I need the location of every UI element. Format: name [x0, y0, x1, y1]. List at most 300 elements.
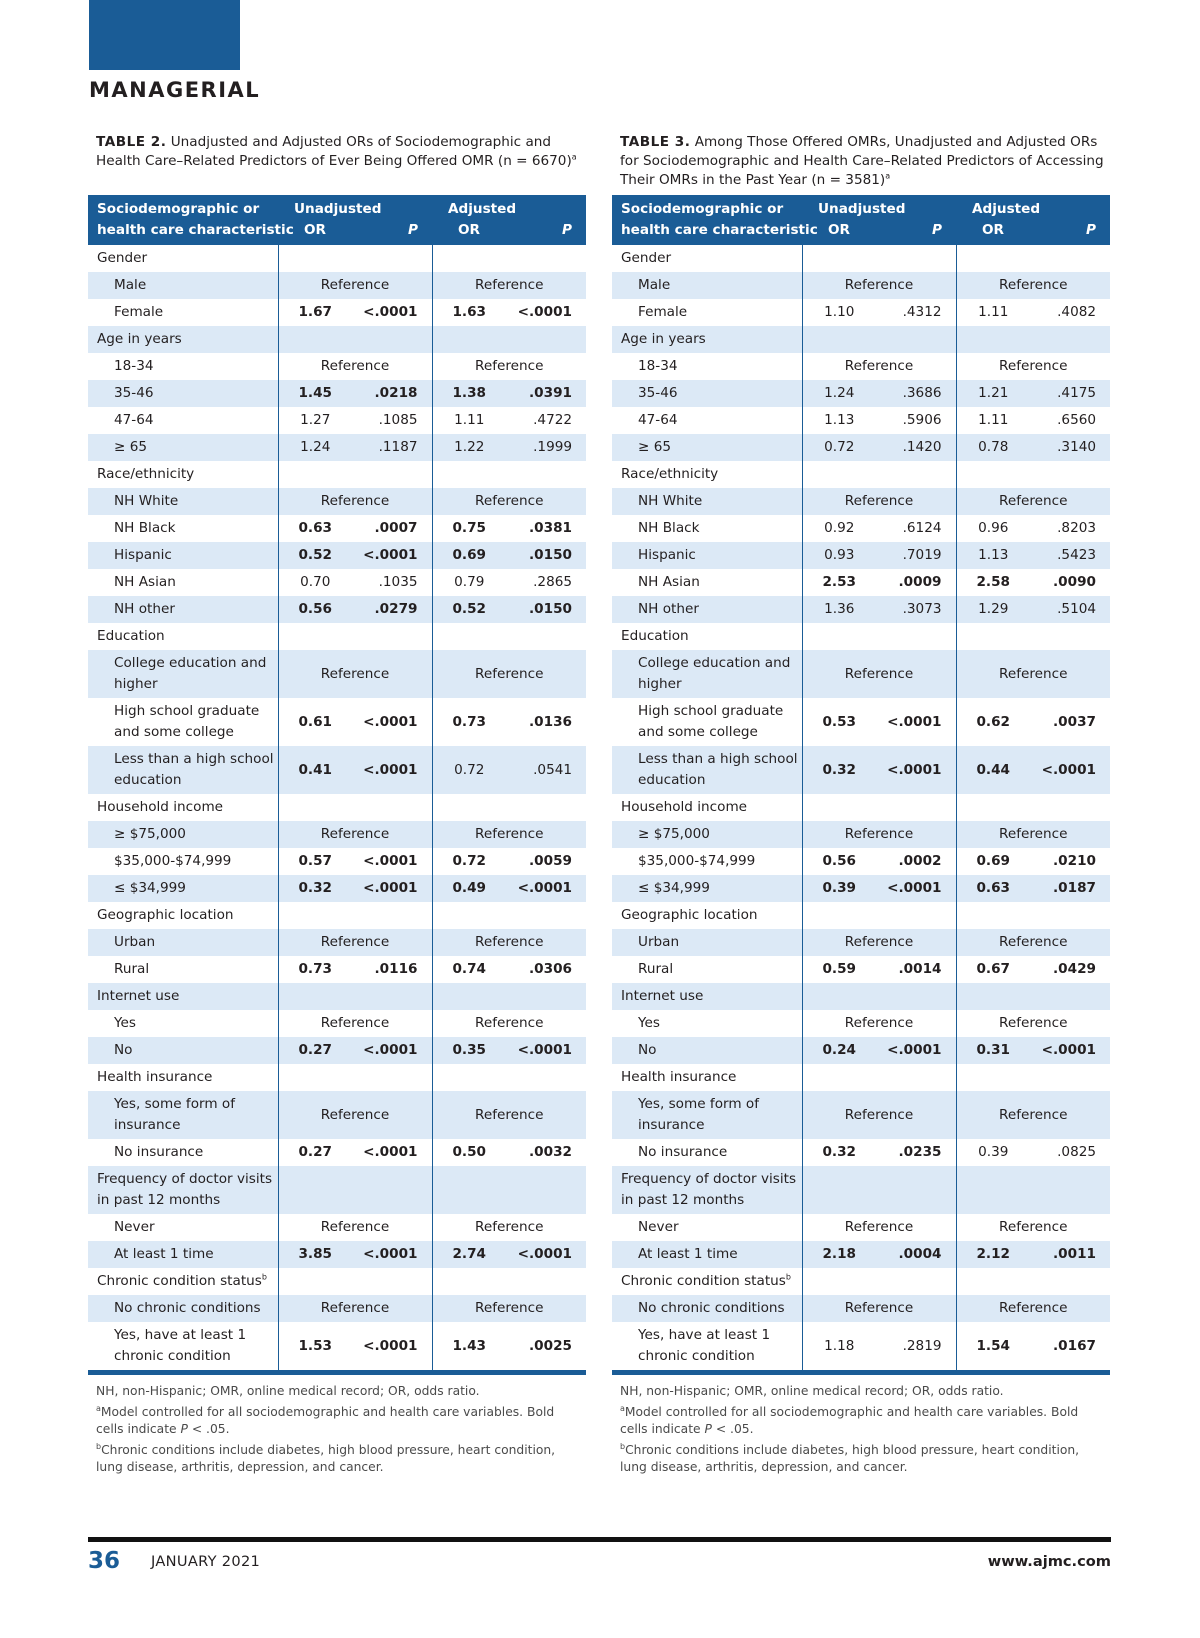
- table-row: [88, 1322, 586, 1370]
- adjusted-p-cell: .0187: [1030, 875, 1110, 902]
- reference-cell-adjusted: Reference: [432, 1214, 586, 1241]
- unadjusted-p-cell: <.0001: [352, 746, 432, 794]
- note-a: $^a$Model controlled for all sociodemographic and health care variables. Bold cells indicate P < .05.: [620, 1403, 1079, 1436]
- category-label: Geographic location: [97, 907, 234, 923]
- adjusted-p-cell: .0032: [529, 1144, 573, 1160]
- empty-cell: [278, 1064, 432, 1091]
- unadjusted-p-cell: .3686: [876, 380, 956, 407]
- adjusted-or-cell: 0.39: [956, 1139, 1030, 1166]
- row-label: At least 1 time: [88, 1241, 278, 1268]
- unadjusted-p-cell: .0235: [898, 1144, 942, 1160]
- adjusted-or-cell: 0.72: [432, 746, 506, 794]
- unadjusted-or-cell: 0.61: [278, 698, 352, 746]
- unadjusted-p-cell: .3073: [876, 596, 956, 623]
- table-row: [88, 1166, 586, 1214]
- empty-cell: [802, 1064, 956, 1091]
- row-label: NH other: [612, 596, 802, 623]
- note-abbreviations: NH, non-Hispanic; OMR, online medical record; OR, odds ratio.: [620, 1384, 1004, 1398]
- row-label: ≥ 65: [612, 434, 802, 461]
- row-label: 47-64: [638, 412, 678, 428]
- table-row: [88, 569, 586, 596]
- empty-cell: [278, 794, 432, 821]
- table-row: [88, 461, 586, 488]
- unadjusted-or-cell: 0.53: [802, 698, 876, 746]
- table-row: [88, 407, 586, 434]
- adjusted-p-cell: .8203: [1057, 520, 1097, 536]
- page-number: 36: [88, 1548, 121, 1574]
- column-header-characteristic: Sociodemographic or: [88, 195, 278, 220]
- table-row: [88, 650, 586, 698]
- reference-cell-unadjusted: Reference: [802, 353, 956, 380]
- row-label: 35-46: [612, 380, 802, 407]
- adjusted-p-cell: .1999: [506, 434, 586, 461]
- column-header-or: OR: [432, 220, 506, 245]
- row-label: ≤ $34,999: [612, 875, 802, 902]
- row-label: Yes, some form of insurance: [612, 1091, 802, 1139]
- table-row: [612, 299, 1110, 326]
- adjusted-or-cell: 0.96: [956, 515, 1030, 542]
- column-header-characteristic-line2: health care characteristic: [88, 220, 278, 245]
- table-2-title-sup: a: [571, 152, 577, 162]
- table-row: [88, 929, 586, 956]
- adjusted-p-cell: .4722: [533, 412, 573, 428]
- unadjusted-or-cell: 2.53: [802, 569, 876, 596]
- issue-date: JANUARY 2021: [151, 1553, 261, 1570]
- adjusted-p-cell: .0167: [1053, 1337, 1097, 1354]
- site-url[interactable]: www.ajmc.com: [987, 1553, 1111, 1570]
- row-label: College education and higher: [88, 650, 278, 698]
- row-label: 47-64: [114, 412, 154, 428]
- unadjusted-or-cell: 2.18: [802, 1241, 876, 1268]
- unadjusted-or-cell: 0.63: [278, 515, 352, 542]
- adjusted-or-cell: 1.22: [432, 434, 506, 461]
- unadjusted-p-cell: .0009: [898, 574, 942, 590]
- reference-cell-adjusted: Reference: [956, 488, 1110, 515]
- reference-cell-adjusted: Reference: [956, 1295, 1110, 1322]
- adjusted-p-cell: .0150: [506, 542, 586, 569]
- empty-cell: [278, 1268, 432, 1295]
- adjusted-or-cell: 0.78: [956, 434, 1030, 461]
- adjusted-p-cell: <.0001: [506, 875, 586, 902]
- table-3-label: TABLE 3.: [620, 134, 691, 150]
- reference-cell-unadjusted: Reference: [278, 650, 432, 698]
- reference-cell-unadjusted: Reference: [278, 1091, 432, 1139]
- unadjusted-or-cell: 1.10: [802, 299, 876, 326]
- empty-cell: [802, 245, 956, 272]
- row-label: Rural: [114, 961, 150, 977]
- reference-cell-adjusted: Reference: [432, 1295, 586, 1322]
- unadjusted-or-cell: 0.93: [802, 542, 876, 569]
- reference-cell-adjusted: Reference: [956, 929, 1110, 956]
- unadjusted-or-cell: 0.73: [278, 956, 352, 983]
- unadjusted-p-cell: .1187: [352, 434, 432, 461]
- unadjusted-p-cell: <.0001: [363, 853, 418, 869]
- unadjusted-p-cell: <.0001: [363, 713, 418, 730]
- row-label: Female: [114, 304, 164, 320]
- table-row: [88, 380, 586, 407]
- reference-cell-adjusted: Reference: [956, 1010, 1110, 1037]
- table-row: [88, 1214, 586, 1241]
- table-row: [88, 821, 586, 848]
- adjusted-p-cell: .4082: [1057, 304, 1097, 320]
- row-label: Hispanic: [88, 542, 278, 569]
- row-label: Rural: [638, 961, 674, 977]
- adjusted-or-cell: 1.29: [956, 596, 1030, 623]
- category-label: Internet use: [88, 983, 278, 1010]
- category-label: Gender: [97, 250, 148, 266]
- reference-cell-adjusted: Reference: [956, 650, 1110, 698]
- row-label: NH Black: [638, 520, 700, 536]
- reference-cell-adjusted: Reference: [956, 1214, 1110, 1241]
- unadjusted-p-cell: .0116: [374, 961, 418, 977]
- table-row: [612, 1010, 1110, 1037]
- table-3-body: [612, 245, 1110, 1370]
- empty-cell: [278, 461, 432, 488]
- unadjusted-p-cell: .0014: [898, 961, 942, 977]
- table-2-body: [88, 245, 586, 1370]
- table-3-title-text: Among Those Offered OMRs, Unadjusted and Adjusted ORs for Sociodemographic and Health Care–Related Predictors of Accessing Their OMRs in the Past Year (n = 3581): [620, 134, 1104, 188]
- column-header-adjusted: Adjusted: [956, 195, 1110, 220]
- reference-cell-adjusted: Reference: [956, 821, 1110, 848]
- row-label: ≥ $75,000: [88, 821, 278, 848]
- unadjusted-p-cell: .2819: [902, 1337, 942, 1354]
- note-a: $^a$Model controlled for all sociodemographic and health care variables. Bold cells indicate P < .05.: [96, 1403, 555, 1436]
- adjusted-or-cell: 0.52: [432, 596, 506, 623]
- unadjusted-p-cell: .0279: [352, 596, 432, 623]
- table-3-bottom-rule: [612, 1370, 1110, 1375]
- table-2-label: TABLE 2.: [96, 134, 167, 150]
- table-row: [88, 542, 586, 569]
- category-label-text: Chronic condition status: [97, 1273, 262, 1289]
- table-row: [88, 1037, 586, 1064]
- table-row: [612, 596, 1110, 623]
- table-row: [612, 1139, 1110, 1166]
- unadjusted-or-cell: 0.92: [802, 515, 876, 542]
- category-label: Health insurance: [621, 1069, 737, 1085]
- table-3: [612, 133, 1110, 1480]
- reference-cell-unadjusted: Reference: [278, 353, 432, 380]
- unadjusted-p-cell: .1085: [378, 412, 418, 428]
- adjusted-or-cell: 0.73: [432, 698, 506, 746]
- reference-cell-unadjusted: Reference: [802, 650, 956, 698]
- row-label: High school graduate and some college: [638, 703, 784, 740]
- row-label: Male: [88, 272, 278, 299]
- table-row: [612, 929, 1110, 956]
- table-row: [88, 326, 586, 353]
- table-row: [88, 1241, 586, 1268]
- row-label: $35,000-$74,999: [114, 853, 232, 869]
- unadjusted-or-cell: 0.70: [278, 569, 352, 596]
- reference-cell-adjusted: Reference: [432, 929, 586, 956]
- table-row: [612, 698, 1110, 746]
- row-label: NH Black: [114, 520, 176, 536]
- unadjusted-or-cell: 1.27: [278, 407, 352, 434]
- adjusted-p-cell: <.0001: [506, 1241, 586, 1268]
- empty-cell: [956, 794, 1110, 821]
- empty-cell: [278, 983, 432, 1010]
- section-label: MANAGERIAL: [89, 78, 261, 102]
- category-label: Education: [621, 628, 689, 644]
- empty-cell: [432, 1064, 586, 1091]
- category-label: Age in years: [88, 326, 278, 353]
- empty-cell: [802, 461, 956, 488]
- reference-cell-adjusted: Reference: [432, 1010, 586, 1037]
- unadjusted-or-cell: 0.24: [802, 1037, 876, 1064]
- table-row: [612, 1037, 1110, 1064]
- table-row: [612, 821, 1110, 848]
- table-row: [612, 1091, 1110, 1139]
- adjusted-or-cell: 0.79: [432, 569, 506, 596]
- table-2-title: [88, 133, 586, 193]
- reference-cell-unadjusted: Reference: [802, 1091, 956, 1139]
- row-label: Yes: [114, 1015, 136, 1031]
- row-label: Female: [638, 304, 688, 320]
- unadjusted-p-cell: <.0001: [363, 1144, 418, 1160]
- table-row: [612, 488, 1110, 515]
- category-label: Gender: [621, 250, 672, 266]
- table-row: [612, 434, 1110, 461]
- unadjusted-p-cell: .0007: [374, 520, 418, 536]
- adjusted-p-cell: .0210: [1053, 853, 1097, 869]
- column-header-or: OR: [956, 220, 1030, 245]
- empty-cell: [956, 1166, 1110, 1214]
- note-abbreviations: NH, non-Hispanic; OMR, online medical record; OR, odds ratio.: [96, 1384, 480, 1398]
- adjusted-or-cell: 0.63: [956, 875, 1030, 902]
- table-row: [88, 299, 586, 326]
- reference-cell-unadjusted: Reference: [278, 929, 432, 956]
- column-header-or: OR: [802, 220, 876, 245]
- category-label: Internet use: [612, 983, 802, 1010]
- row-label: Yes, have at least 1 chronic condition: [114, 1327, 247, 1364]
- table-row: [88, 983, 586, 1010]
- reference-cell-unadjusted: Reference: [278, 488, 432, 515]
- empty-cell: [956, 245, 1110, 272]
- reference-cell-adjusted: Reference: [432, 488, 586, 515]
- row-label: NH other: [88, 596, 278, 623]
- category-label: Household income: [97, 799, 224, 815]
- empty-cell: [802, 794, 956, 821]
- adjusted-or-cell: 0.31: [956, 1037, 1030, 1064]
- unadjusted-p-cell: <.0001: [887, 713, 942, 730]
- unadjusted-p-cell: <.0001: [352, 1241, 432, 1268]
- category-label: Household income: [621, 799, 748, 815]
- unadjusted-or-cell: 1.53: [278, 1322, 352, 1370]
- empty-cell: [802, 1268, 956, 1295]
- adjusted-or-cell: 0.44: [956, 746, 1030, 794]
- category-label: Race/ethnicity: [621, 466, 719, 482]
- table-row: [612, 569, 1110, 596]
- row-label: Never: [114, 1219, 155, 1235]
- unadjusted-or-cell: 1.45: [278, 380, 352, 407]
- adjusted-or-cell: 1.13: [956, 542, 1030, 569]
- unadjusted-or-cell: 1.24: [802, 380, 876, 407]
- reference-cell-unadjusted: Reference: [802, 488, 956, 515]
- empty-cell: [432, 623, 586, 650]
- adjusted-or-cell: 1.63: [432, 299, 506, 326]
- empty-cell: [278, 245, 432, 272]
- row-label: ≤ $34,999: [88, 875, 278, 902]
- unadjusted-p-cell: .0218: [352, 380, 432, 407]
- empty-cell: [802, 623, 956, 650]
- adjusted-p-cell: <.0001: [506, 1037, 586, 1064]
- adjusted-p-cell: .0541: [506, 746, 586, 794]
- table-row: [612, 245, 1110, 272]
- adjusted-or-cell: 1.38: [432, 380, 506, 407]
- table-row: [88, 1139, 586, 1166]
- adjusted-p-cell: .0429: [1053, 961, 1097, 977]
- empty-cell: [956, 623, 1110, 650]
- table-row: [612, 515, 1110, 542]
- table-row: [612, 623, 1110, 650]
- table-row: [88, 245, 586, 272]
- row-label: No chronic conditions: [88, 1295, 278, 1322]
- category-label: Age in years: [612, 326, 802, 353]
- unadjusted-or-cell: 0.27: [278, 1139, 352, 1166]
- unadjusted-or-cell: 0.41: [278, 746, 352, 794]
- table-row: [612, 353, 1110, 380]
- unadjusted-p-cell: <.0001: [352, 1037, 432, 1064]
- category-label: Frequency of doctor visits in past 12 months: [612, 1166, 802, 1214]
- table-row: [612, 1214, 1110, 1241]
- row-label: NH White: [612, 488, 802, 515]
- reference-cell-unadjusted: Reference: [278, 272, 432, 299]
- row-label: Never: [638, 1219, 679, 1235]
- adjusted-or-cell: 2.58: [956, 569, 1030, 596]
- column-header-p: P: [352, 220, 432, 245]
- unadjusted-or-cell: 0.32: [802, 1139, 876, 1166]
- adjusted-or-cell: 0.75: [432, 515, 506, 542]
- unadjusted-or-cell: 1.18: [802, 1322, 876, 1370]
- adjusted-or-cell: 2.74: [432, 1241, 506, 1268]
- unadjusted-p-cell: .5906: [902, 412, 942, 428]
- empty-cell: [432, 461, 586, 488]
- reference-cell-unadjusted: Reference: [278, 1214, 432, 1241]
- table-row: [612, 746, 1110, 794]
- table-3-title-sup: a: [885, 171, 891, 181]
- footnote-marker: b: [261, 1272, 267, 1282]
- unadjusted-p-cell: .1035: [378, 574, 418, 590]
- unadjusted-p-cell: <.0001: [352, 542, 432, 569]
- unadjusted-or-cell: 0.59: [802, 956, 876, 983]
- table-row: [88, 1268, 586, 1295]
- row-label: High school graduate and some college: [114, 703, 260, 740]
- row-label: $35,000-$74,999: [638, 853, 756, 869]
- reference-cell-adjusted: Reference: [432, 353, 586, 380]
- category-label: Geographic location: [621, 907, 758, 923]
- table-row: [612, 902, 1110, 929]
- unadjusted-p-cell: .7019: [876, 542, 956, 569]
- empty-cell: [432, 1166, 586, 1214]
- reference-cell-unadjusted: Reference: [278, 821, 432, 848]
- unadjusted-or-cell: 0.57: [278, 848, 352, 875]
- table-row: [612, 983, 1110, 1010]
- row-label: 35-46: [88, 380, 278, 407]
- table-3-grid: [612, 195, 1110, 1370]
- empty-cell: [432, 983, 586, 1010]
- table-row: [88, 515, 586, 542]
- adjusted-p-cell: .6560: [1057, 412, 1097, 428]
- unadjusted-p-cell: .6124: [902, 520, 942, 536]
- adjusted-p-cell: .0391: [506, 380, 586, 407]
- adjusted-or-cell: 2.12: [956, 1241, 1030, 1268]
- adjusted-p-cell: .0011: [1030, 1241, 1110, 1268]
- adjusted-p-cell: .0381: [529, 520, 573, 536]
- reference-cell-unadjusted: Reference: [802, 929, 956, 956]
- row-label: ≥ $75,000: [612, 821, 802, 848]
- row-label: Yes: [638, 1015, 660, 1031]
- adjusted-or-cell: 0.72: [432, 848, 506, 875]
- adjusted-p-cell: .0037: [1053, 713, 1097, 730]
- unadjusted-or-cell: 0.27: [278, 1037, 352, 1064]
- table-2-notes: [88, 1383, 586, 1476]
- unadjusted-p-cell: <.0001: [876, 1037, 956, 1064]
- row-label: Less than a high school education: [88, 746, 278, 794]
- unadjusted-or-cell: 0.52: [278, 542, 352, 569]
- adjusted-or-cell: 1.11: [956, 299, 1030, 326]
- table-2-title-text: Unadjusted and Adjusted ORs of Sociodemographic and Health Care–Related Predictors of Ever Being Offered OMR (n = 6670): [96, 134, 572, 169]
- unadjusted-or-cell: 0.56: [802, 848, 876, 875]
- column-header-characteristic-line2: health care characteristic: [612, 220, 802, 245]
- row-label: Yes, have at least 1 chronic condition: [638, 1327, 771, 1364]
- row-label: Male: [612, 272, 802, 299]
- table-row: [612, 650, 1110, 698]
- unadjusted-or-cell: 1.13: [802, 407, 876, 434]
- empty-cell: [956, 983, 1110, 1010]
- table-row: [612, 380, 1110, 407]
- table-row: [612, 1166, 1110, 1214]
- row-label: No: [88, 1037, 278, 1064]
- empty-cell: [956, 461, 1110, 488]
- table-row: [612, 326, 1110, 353]
- column-header-p: P: [1030, 220, 1110, 245]
- footnote-marker: b: [785, 1272, 791, 1282]
- adjusted-or-cell: 0.62: [956, 698, 1030, 746]
- empty-cell: [802, 983, 956, 1010]
- reference-cell-adjusted: Reference: [956, 353, 1110, 380]
- adjusted-or-cell: 0.49: [432, 875, 506, 902]
- adjusted-or-cell: 1.43: [432, 1322, 506, 1370]
- table-row: [88, 596, 586, 623]
- table-row: [88, 848, 586, 875]
- table-row: [612, 1241, 1110, 1268]
- row-label: Yes, some form of insurance: [88, 1091, 278, 1139]
- adjusted-p-cell: .0059: [529, 853, 573, 869]
- table-row: [88, 1064, 586, 1091]
- table-row: [612, 407, 1110, 434]
- adjusted-p-cell: .5104: [1030, 596, 1110, 623]
- adjusted-p-cell: <.0001: [517, 304, 573, 320]
- reference-cell-unadjusted: Reference: [802, 1010, 956, 1037]
- table-row: [612, 956, 1110, 983]
- adjusted-or-cell: 1.54: [956, 1322, 1030, 1370]
- category-label: Race/ethnicity: [97, 466, 195, 482]
- reference-cell-unadjusted: Reference: [278, 1295, 432, 1322]
- adjusted-p-cell: .0136: [529, 713, 573, 730]
- empty-cell: [956, 902, 1110, 929]
- reference-cell-unadjusted: Reference: [802, 821, 956, 848]
- column-header-p: P: [506, 220, 586, 245]
- unadjusted-or-cell: 0.56: [278, 596, 352, 623]
- table-row: [88, 488, 586, 515]
- table-row: [612, 1322, 1110, 1370]
- adjusted-p-cell: .4175: [1030, 380, 1110, 407]
- empty-cell: [278, 902, 432, 929]
- row-label: No: [612, 1037, 802, 1064]
- table-row: [88, 875, 586, 902]
- empty-cell: [432, 245, 586, 272]
- table-row: [88, 272, 586, 299]
- unadjusted-p-cell: .0004: [876, 1241, 956, 1268]
